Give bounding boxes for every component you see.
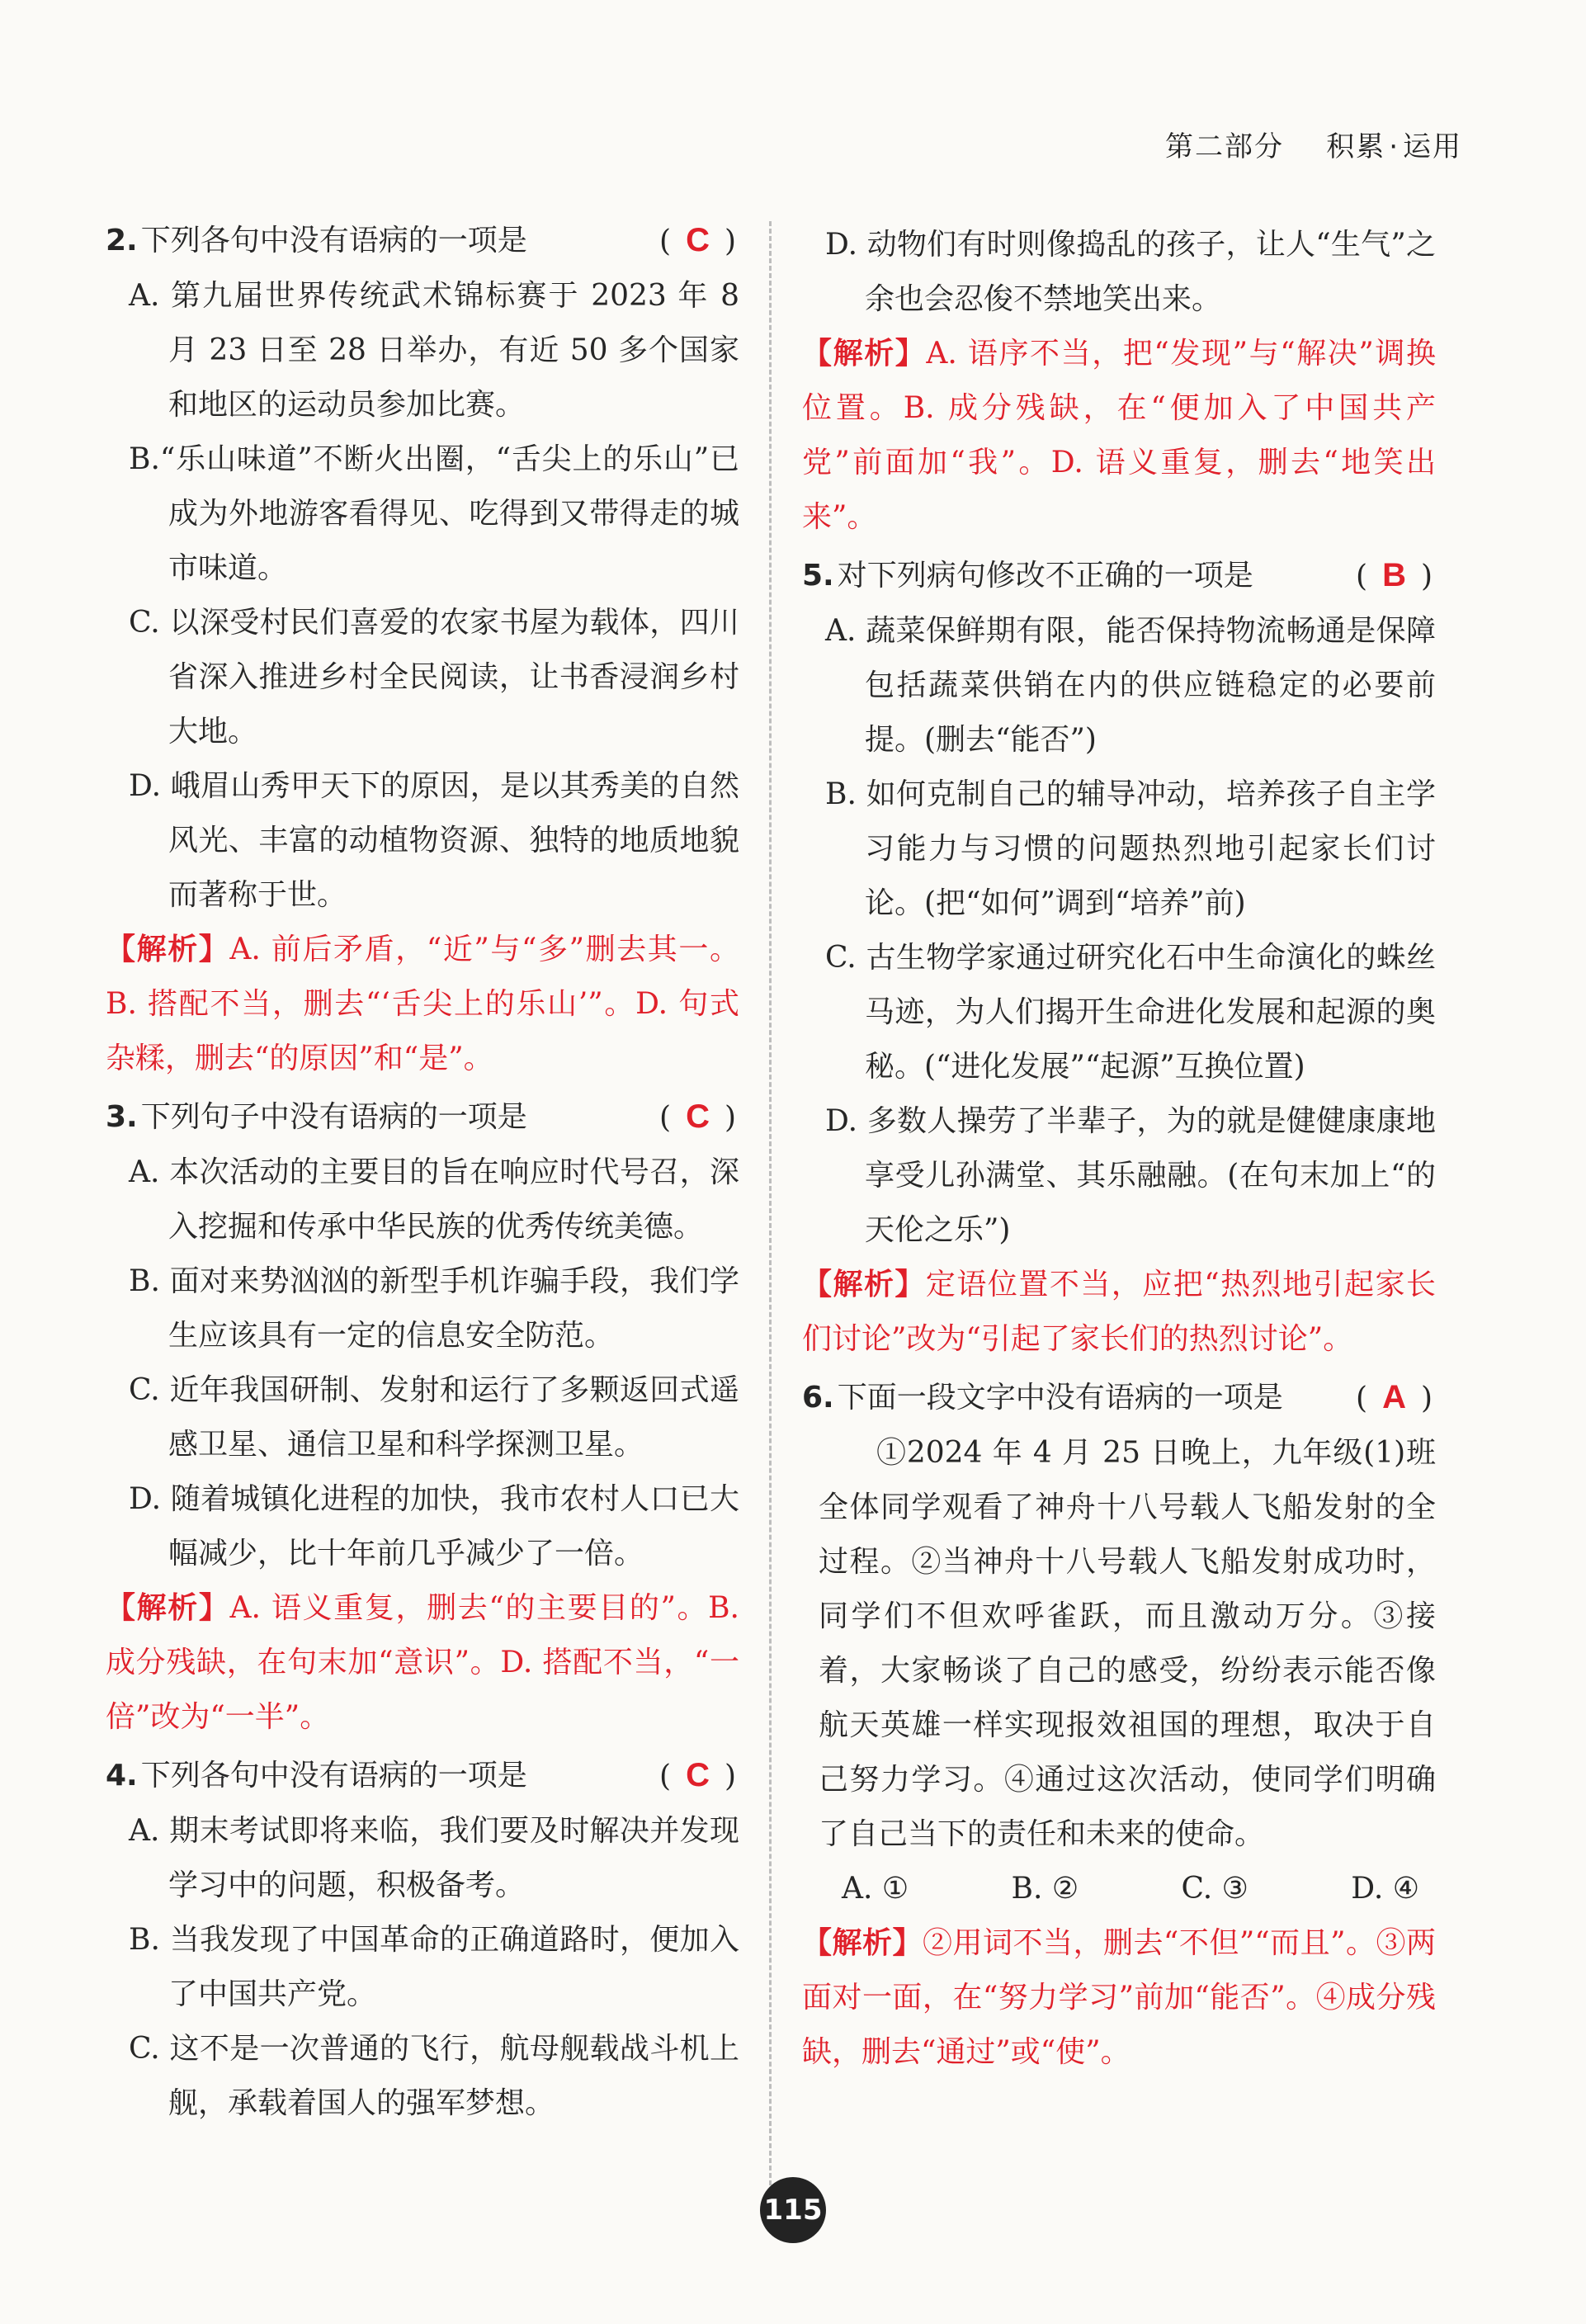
answer-letter: A [1382,1379,1409,1415]
explanation-tag: 【解析】 [106,933,230,966]
answer-bracket: ( B ) [1356,557,1436,593]
header-dot: · [1389,130,1400,163]
column-divider [769,221,772,2185]
explanation-tag: 【解析】 [802,337,927,371]
question-text: 下列各句中没有语病的一项是 [140,1759,527,1793]
page-header [1165,124,1462,164]
page-number: 115 [760,2177,826,2243]
question-6 [802,1370,1436,2080]
explanation-tag: 【解析】 [106,1591,230,1625]
right-column [802,213,1436,2083]
explanation-text: A. 前后矛盾，“近”与“多”删去其一。B. 搭配不当，删去“‘舌尖上的乐山’”。D. 句式杂糅，删去“的原因”和“是”。 [106,933,739,1075]
question-3 [106,1089,739,1745]
explanation-text: ②用词不当，删去“不但”“而且”。③两面对一面，在“努力学习”前加“能否”。④成分残缺，删去“通过”或“使”。 [802,1926,1436,2069]
question-stem [802,1370,1436,1426]
option-b: B. 如何克制自己的辅导冲动，培养孩子自主学习能力与习惯的问题热烈地引起家长们讨论。(把“如何”调到“培养”前) [825,777,1436,920]
choice-a: A. ① [842,1872,909,1906]
answer-letter: C [686,1098,713,1135]
option-d: D. 动物们有时则像捣乱的孩子，让人“生气”之余也会忍俊不禁地笑出来。 [825,228,1436,316]
question-number: 6. [802,1381,834,1415]
option-d: D. 峨眉山秀甲天下的原因，是以其秀美的自然风光、丰富的动植物资源、独特的地质地貌而著称于世。 [129,769,739,912]
choice-d: D. ④ [1351,1872,1419,1906]
choice-b: B. ② [1011,1872,1079,1906]
option-a: A. 第九届世界传统武术锦标赛于 2023 年 8 月 23 日至 28 日举办，有近 50 多个国家和地区的运动员参加比赛。 [129,279,739,422]
question-text: 下列各句中没有语病的一项是 [140,224,527,257]
option-a: A. 本次活动的主要目的旨在响应时代号召，深入挖掘和传承中华民族的优秀传统美德。 [129,1155,739,1244]
header-section-b: 运用 [1403,130,1462,163]
question-4-continued [802,218,1436,545]
question-number: 4. [106,1759,138,1793]
question-stem [802,548,1436,604]
question-stem [106,213,739,269]
answer-letter: C [686,1757,713,1793]
option-c: C. 古生物学家通过研究化石中生命演化的蛛丝马迹，为人们揭开生命进化发展和起源的奥秘。(“进化发展”“起源”互换位置) [825,941,1436,1084]
choice-row [802,1862,1436,1916]
explanation [106,923,739,1086]
option-c: C. 以深受村民们喜爱的农家书屋为载体，四川省深入推进乡村全民阅读，让书香浸润乡村大地。 [129,606,739,749]
explanation-text: A. 语序不当，把“发现”与“解决”调换位置。B. 成分残缺，在“便加入了中国共产党”前面加“我”。D. 语义重复，删去“地笑出来”。 [802,337,1436,534]
header-part: 第二部分 [1164,130,1284,163]
question-text: 下面一段文字中没有语病的一项是 [837,1381,1283,1415]
question-stem [106,1089,739,1145]
option-c: C. 近年我国研制、发射和运行了多颗返回式遥感卫星、通信卫星和科学探测卫星。 [129,1373,739,1462]
question-number: 3. [106,1100,138,1134]
explanation-text: 定语位置不当，应把“热烈地引起家长们讨论”改为“引起了家长们的热烈讨论”。 [802,1268,1436,1356]
option-b: B. 当我发现了中国革命的正确道路时，便加入了中国共产党。 [129,1923,739,2011]
question-text: 下列句子中没有语病的一项是 [140,1100,527,1134]
answer-bracket: ( A ) [1356,1379,1436,1415]
option-d: D. 多数人操劳了半辈子，为的就是健健康康地享受儿孙满堂、其乐融融。(在句末加上“的天伦之乐”) [825,1104,1436,1247]
question-number: 5. [802,559,834,593]
explanation-tag: 【解析】 [802,1268,926,1301]
answer-bracket: ( C ) [659,222,739,258]
answer-letter: B [1382,557,1409,593]
option-b: B. 面对来势汹汹的新型手机诈骗手段，我们学生应该具有一定的信息安全防范。 [129,1264,739,1353]
question-number: 2. [106,224,138,257]
explanation [802,1916,1436,2080]
answer-letter: C [686,222,713,258]
explanation-tag: 【解析】 [802,1926,923,1960]
explanation [802,1258,1436,1367]
question-stem [106,1748,739,1804]
question-text: 对下列病句修改不正确的一项是 [837,559,1253,593]
option-d: D. 随着城镇化进程的加快，我市农村人口已大幅减少，比十年前几乎减少了一倍。 [129,1482,739,1571]
question-5 [802,548,1436,1367]
explanation [802,327,1436,545]
option-b: B.“乐山味道”不断火出圈，“舌尖上的乐山”已成为外地游客看得见、吃得到又带得走的城市味道。 [129,442,739,585]
question-4 [106,1748,739,2131]
option-c: C. 这不是一次普通的飞行，航母舰载战斗机上舰，承载着国人的强军梦想。 [129,2032,739,2120]
header-section-a: 积累 [1326,130,1386,163]
answer-bracket: ( C ) [659,1757,739,1793]
passage: ①2024 年 4 月 25 日晚上，九年级(1)班全体同学观看了神舟十八号载人飞船发射的全过程。②当神舟十八号载人飞船发射成功时，同学们不但欢呼雀跃，而且激动万分。③接着，大家畅谈了自己的感受，纷纷表示能否像航天英雄一样实现报效祖国的理想，取决于自己努力学习。④通过这次活动，使同学们明确了自己当下的责任和未来的使命。 [819,1436,1436,1851]
question-2 [106,213,739,1086]
option-a: A. 期末考试即将来临，我们要及时解决并发现学习中的问题，积极备考。 [129,1814,739,1902]
explanation [106,1581,739,1745]
choice-c: C. ③ [1181,1872,1249,1906]
explanation-text: A. 语义重复，删去“的主要目的”。B. 成分残缺，在句末加“意识”。D. 搭配不当，“一倍”改为“一半”。 [106,1591,739,1734]
option-a: A. 蔬菜保鲜期有限，能否保持物流畅通是保障包括蔬菜供销在内的供应链稳定的必要前提。(删去“能否”) [825,614,1436,757]
left-column [106,213,739,2131]
answer-bracket: ( C ) [659,1098,739,1135]
